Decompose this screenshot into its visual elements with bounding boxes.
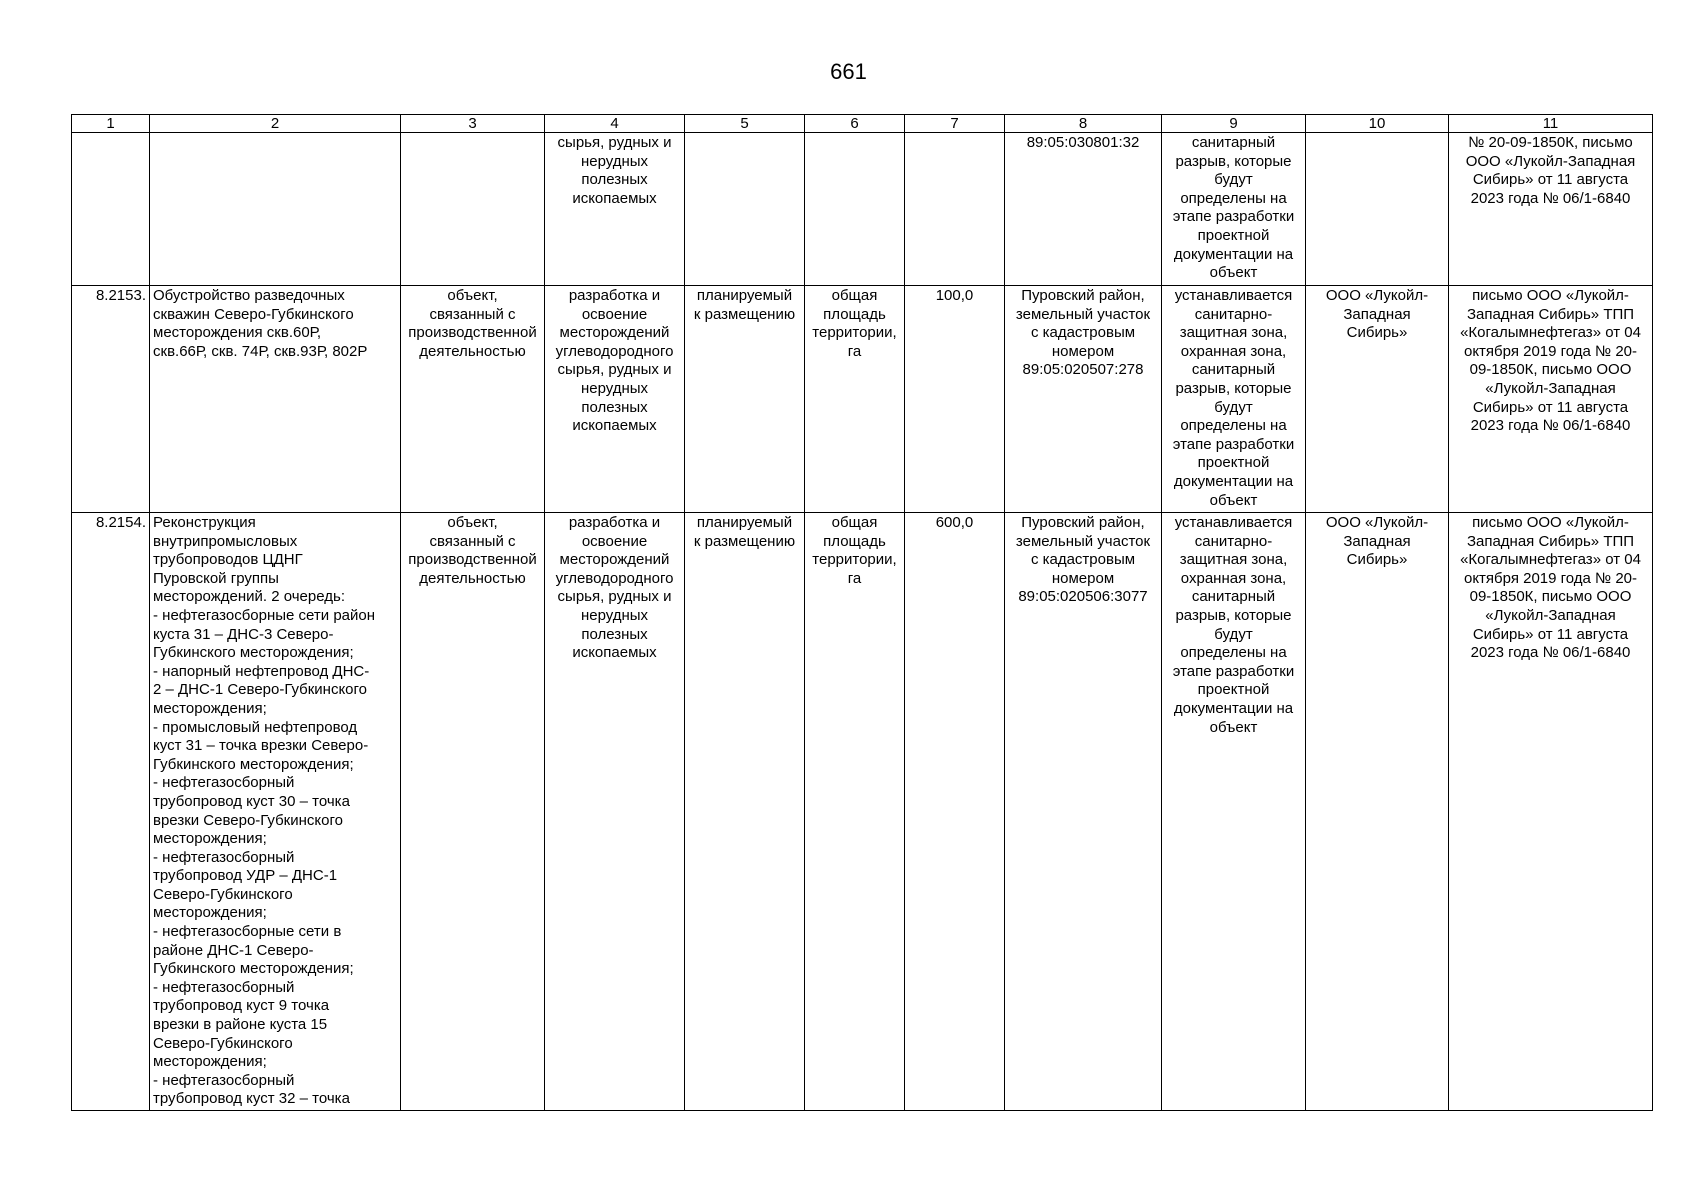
characteristic-cell: общая площадь территории, га <box>805 286 905 513</box>
page-number: 661 <box>830 59 867 84</box>
characteristic-cell: общая площадь территории, га <box>805 513 905 1111</box>
basis-cell: № 20-09-1850К, письмо ООО «Лукойл-Западная Сибирь» от 11 августа 2023 года № 06/1-6840 <box>1449 133 1653 286</box>
header-cell: 4 <box>545 115 685 133</box>
object-name-cell <box>150 133 401 286</box>
object-status-cell: планируемый к размещению <box>685 513 805 1111</box>
object-status-cell <box>685 133 805 286</box>
header-row <box>72 115 1653 133</box>
object-name-cell: Реконструкция внутрипромысловых трубопроводов ЦДНГ Пуровской группы месторождений. 2 очередь: - нефтегазосборные сети район куста 31 – ДНС-3 Северо- Губкинского месторождения; - напорный нефтепровод ДНС- 2 – ДНС-1 Северо-Губкинского месторождения; - промысловый нефтепровод куст 31 – точка врезки Северо- Губкинского месторождения; - нефтегазосборный трубопровод куст 30 – точка врезки Северо-Губкинского месторождения; - нефтегазосборный трубопровод УДР – ДНС-1 Северо-Губкинского месторождения; - нефтегазосборные сети в районе ДНС-1 Северо- Губкинского месторождения; - нефтегазосборный трубопровод куст 9 точка врезки в районе куста 15 Северо-Губкинского месторождения; - нефтегазосборный трубопровод куст 32 – точка <box>150 513 401 1111</box>
basis-cell: письмо ООО «Лукойл- Западная Сибирь» ТПП «Когалымнефтегаз» от 04 октября 2019 года № 20- 09-1850К, письмо ООО «Лукойл-Западная Сибирь» от 11 августа 2023 года № 06/1-6840 <box>1449 286 1653 513</box>
location-cell: 89:05:030801:32 <box>1005 133 1162 286</box>
owner-cell <box>1306 133 1449 286</box>
header-cell: 8 <box>1005 115 1162 133</box>
object-name-cell: Обустройство разведочных скважин Северо-Губкинского месторождения скв.60Р, скв.66Р, скв. 74Р, скв.93Р, 802Р <box>150 286 401 513</box>
table-row <box>72 286 1653 513</box>
zone-cell: устанавливается санитарно- защитная зона, охранная зона, санитарный разрыв, которые будут определены на этапе разработки проектной документации на объект <box>1162 513 1306 1111</box>
table-row <box>72 513 1653 1111</box>
header-cell: 9 <box>1162 115 1306 133</box>
location-cell: Пуровский район, земельный участок с кадастровым номером 89:05:020507:278 <box>1005 286 1162 513</box>
value-cell: 600,0 <box>905 513 1005 1111</box>
zone-cell: устанавливается санитарно- защитная зона, охранная зона, санитарный разрыв, которые будут определены на этапе разработки проектной документации на объект <box>1162 286 1306 513</box>
zone-cell: санитарный разрыв, которые будут определены на этапе разработки проектной документации на объект <box>1162 133 1306 286</box>
value-cell <box>905 133 1005 286</box>
header-cell: 1 <box>72 115 150 133</box>
owner-cell: ООО «Лукойл- Западная Сибирь» <box>1306 286 1449 513</box>
basis-cell: письмо ООО «Лукойл- Западная Сибирь» ТПП «Когалымнефтегаз» от 04 октября 2019 года № 20- 09-1850К, письмо ООО «Лукойл-Западная Сибирь» от 11 августа 2023 года № 06/1-6840 <box>1449 513 1653 1111</box>
header-cell: 10 <box>1306 115 1449 133</box>
objects-table <box>71 114 1653 1111</box>
header-cell: 2 <box>150 115 401 133</box>
characteristic-cell <box>805 133 905 286</box>
header-cell: 5 <box>685 115 805 133</box>
location-cell: Пуровский район, земельный участок с кадастровым номером 89:05:020506:3077 <box>1005 513 1162 1111</box>
object-purpose-cell: сырья, рудных и нерудных полезных ископаемых <box>545 133 685 286</box>
row-number-cell: 8.2154. <box>72 513 150 1111</box>
header-cell: 6 <box>805 115 905 133</box>
header-cell: 3 <box>401 115 545 133</box>
header-cell: 11 <box>1449 115 1653 133</box>
object-status-cell: планируемый к размещению <box>685 286 805 513</box>
object-type-cell: объект, связанный с производственной деятельностью <box>401 286 545 513</box>
value-cell: 100,0 <box>905 286 1005 513</box>
table-row <box>72 133 1653 286</box>
object-purpose-cell: разработка и освоение месторождений углеводородного сырья, рудных и нерудных полезных ископаемых <box>545 286 685 513</box>
object-type-cell <box>401 133 545 286</box>
row-number-cell <box>72 133 150 286</box>
object-purpose-cell: разработка и освоение месторождений углеводородного сырья, рудных и нерудных полезных ископаемых <box>545 513 685 1111</box>
object-type-cell: объект, связанный с производственной деятельностью <box>401 513 545 1111</box>
header-cell: 7 <box>905 115 1005 133</box>
owner-cell: ООО «Лукойл- Западная Сибирь» <box>1306 513 1449 1111</box>
row-number-cell: 8.2153. <box>72 286 150 513</box>
